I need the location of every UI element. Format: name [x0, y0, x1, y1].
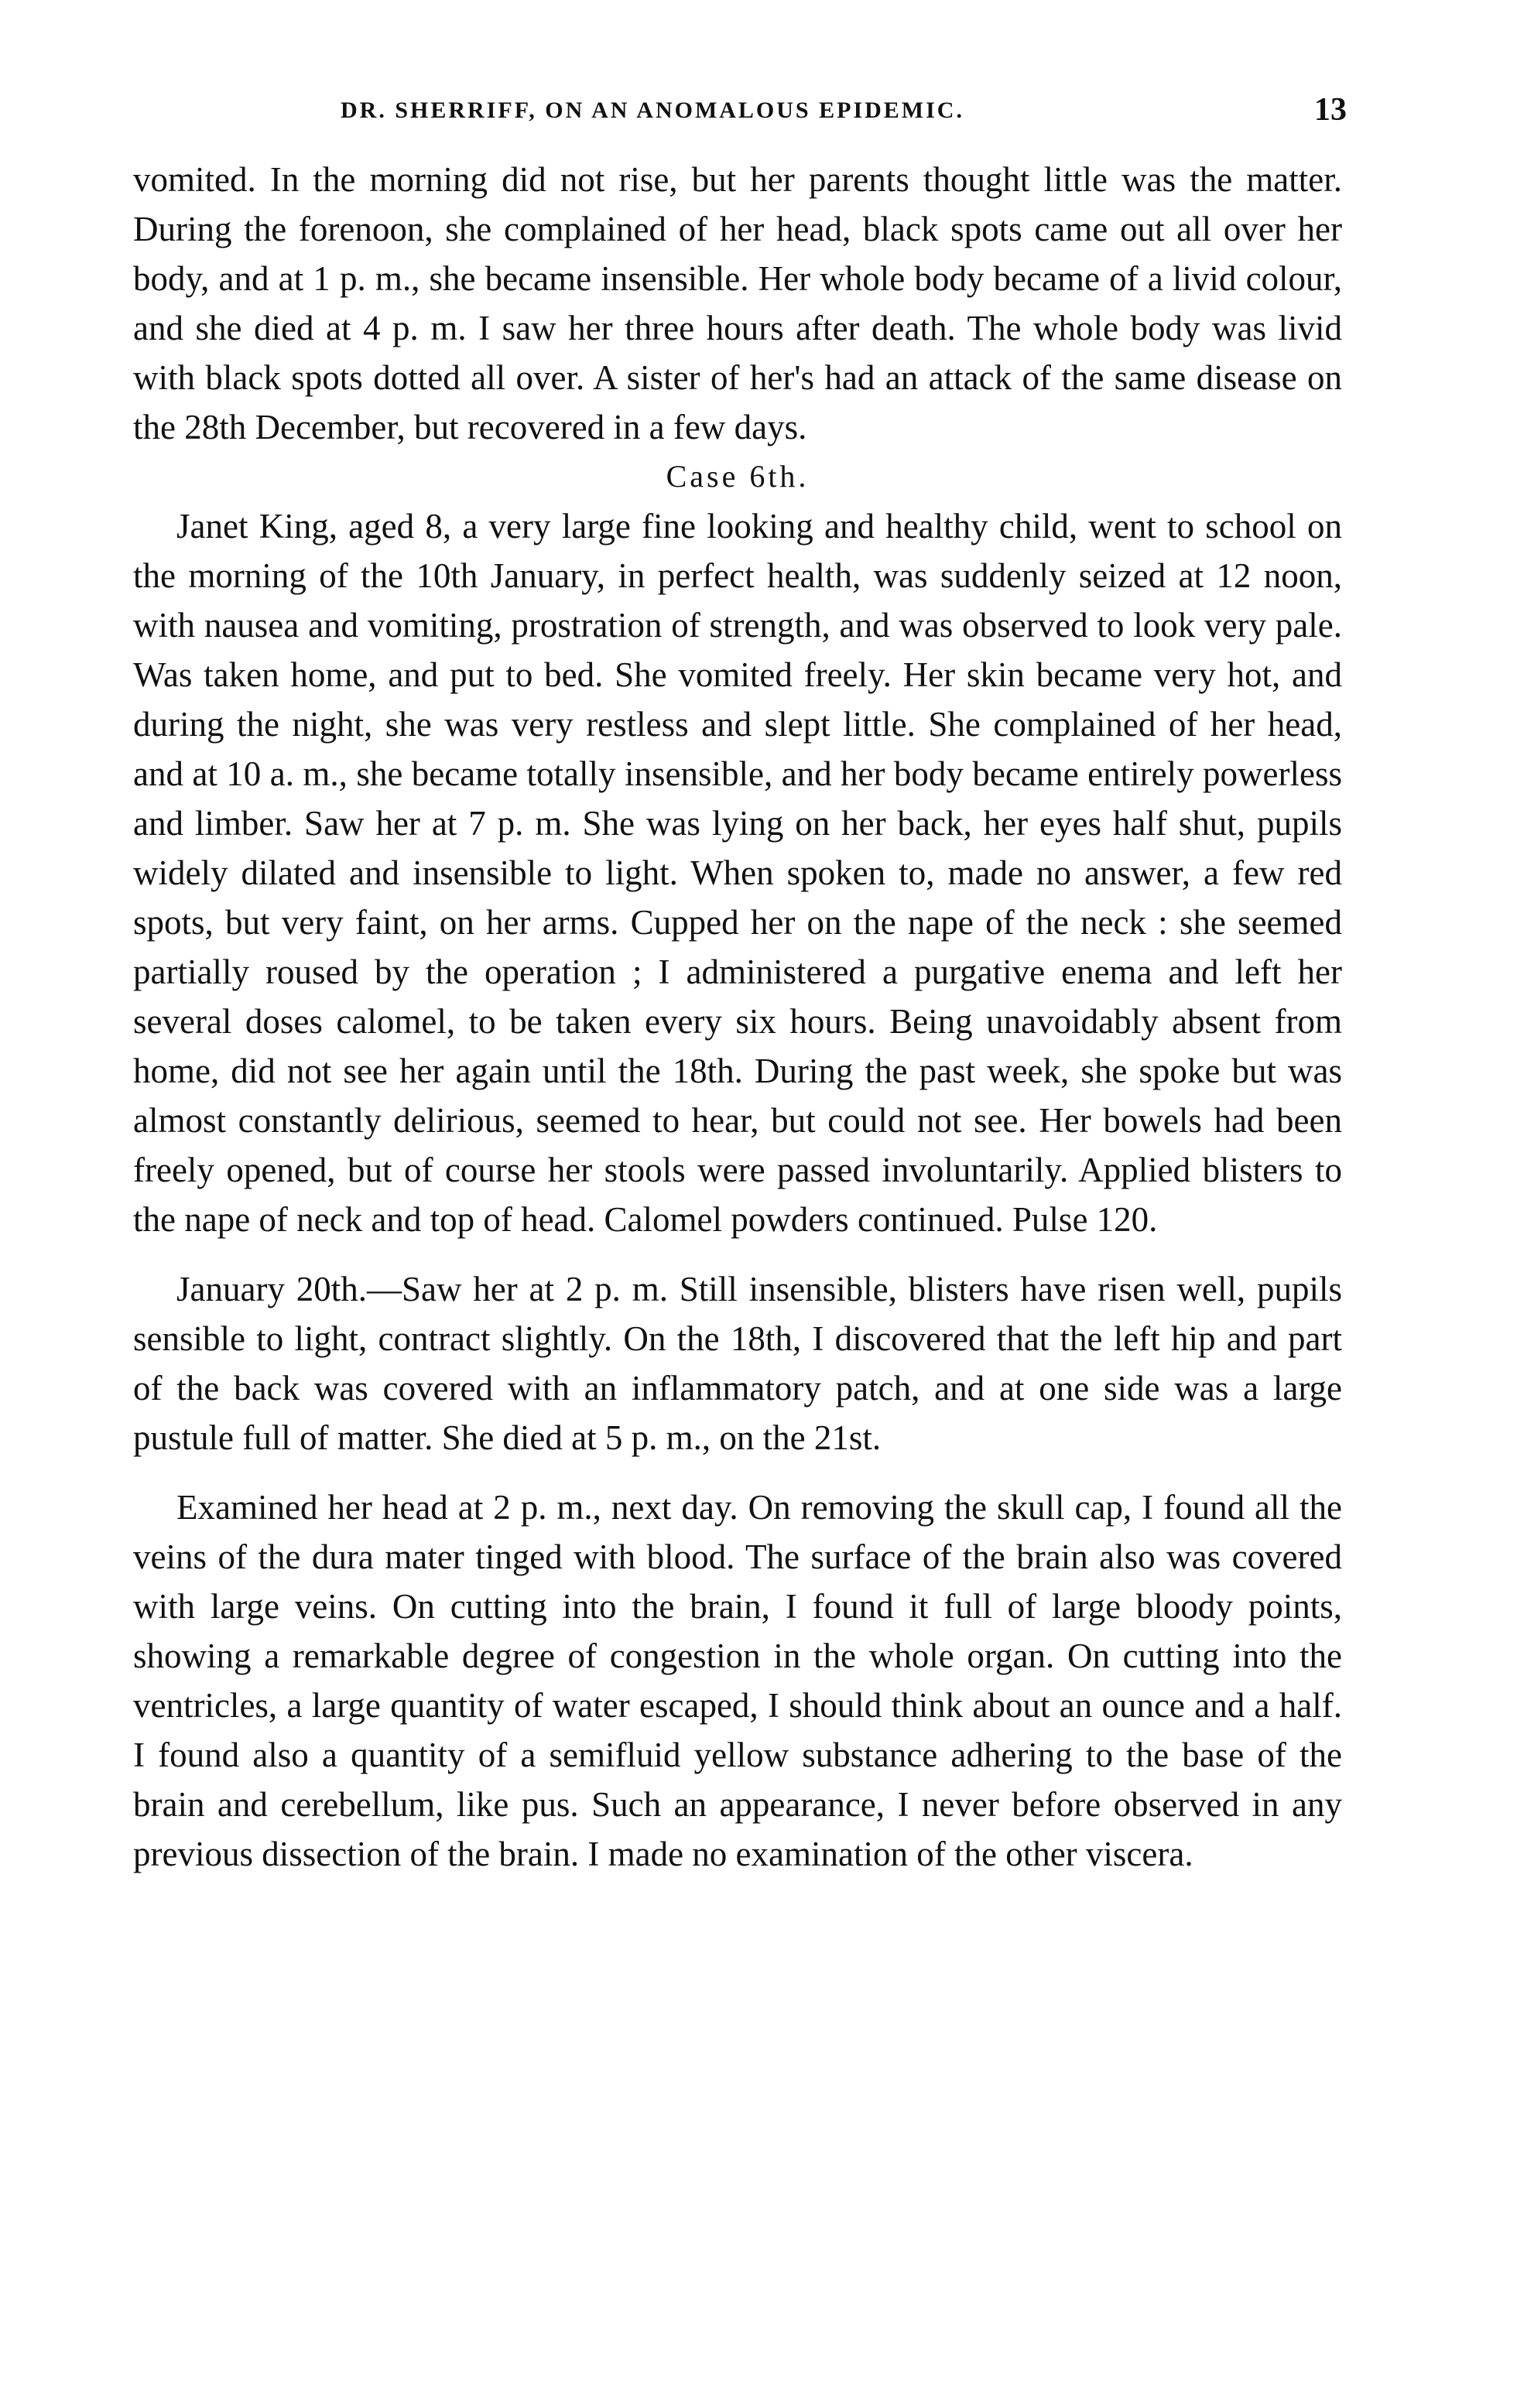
paragraph-spacer	[133, 1462, 1342, 1483]
paragraph-case-six: Janet King, aged 8, a very large fine looking and healthy child, went to school on the morning of the 10th January, in perfect health, was suddenly seized at 12 noon, with nausea and vomiting, prostration of strength, and was observed to look very pale. Was taken home, and put to bed. She vomited freely. Her skin became very hot, and during the night, she was very restless and slept little. She complained of her head, and at 10 a. m., she became totally insensible, and her body became entirely powerless and limber. Saw her at 7 p. m. She was lying on her back, her eyes half shut, pupils widely dilated and insensible to light. When spoken to, made no answer, a few red spots, but very faint, on her arms. Cupped her on the nape of the neck : she seemed partially roused by the operation ; I administered a purgative enema and left her several doses calomel, to be taken every six hours. Being unavoidably absent from home, did not see her again until the 18th. During the past week, she spoke but was almost constantly delirious, seemed to hear, but could not see. Her bowels had been freely opened, but of course her stools were passed involuntarily. Applied blisters to the nape of neck and top of head. Calomel powders continued. Pulse 120.	[133, 507, 1342, 1239]
running-title: DR. SHERRIFF, ON AN ANOMALOUS EPIDEMIC.	[341, 97, 964, 123]
body-text	[133, 155, 1342, 1879]
paragraph-january-twentieth: January 20th.—Saw her at 2 p. m. Still insensible, blisters have risen well, pupils sensible to light, contract slightly. On the 18th, I discovered that the left hip and part of the back was covered with an inflammatory patch, and at one side was a large pustule full of matter. She died at 5 p. m., on the 21st.	[133, 1270, 1342, 1457]
paragraph-spacer	[133, 1244, 1342, 1264]
paragraph-continued: vomited. In the morning did not rise, but her parents thought little was the matter. During the forenoon, she complained of her head, black spots came out all over her body, and at 1 p. m., she became insensible. Her whole body became of a livid colour, and she died at 4 p. m. I saw her three hours after death. The whole body was livid with black spots dotted all over. A sister of her's had an attack of the same disease on the 28th December, but recovered in a few days.	[133, 160, 1342, 446]
page-number: 13	[1314, 92, 1347, 128]
paragraph-examination: Examined her head at 2 p. m., next day. On removing the skull cap, I found all the veins of the dura mater tinged with blood. The surface of the brain also was covered with large veins. On cutting into the brain, I found it full of large bloody points, showing a remarkable degree of congestion in the whole organ. On cutting into the ventricles, a large quantity of water escaped, I should think about an ounce and a half. I found also a quantity of a semifluid yellow substance adhering to the base of the brain and cerebellum, like pus. Such an appearance, I never before observed in any previous dissection of the brain. I made no examination of the other viscera.	[133, 1488, 1342, 1873]
running-head	[132, 91, 1354, 138]
case-heading: Case 6th.	[666, 459, 810, 494]
